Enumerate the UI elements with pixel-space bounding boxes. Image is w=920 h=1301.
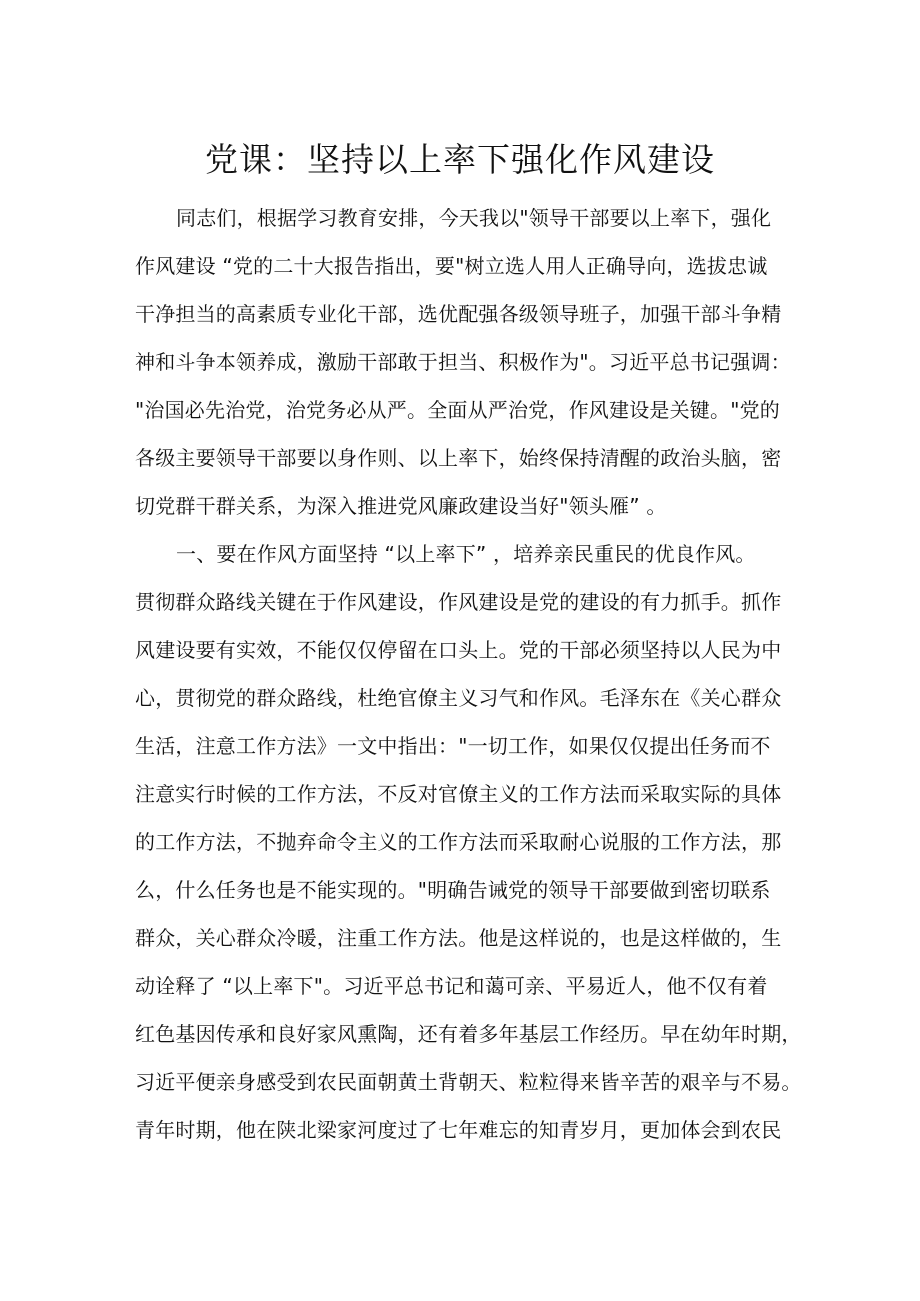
- paragraph-line: 切党群干群关系，为深入推进党风廉政建设当好"领头雁” 。: [135, 494, 667, 518]
- paragraph-line: 各级主要领导干部要以身作则、以上率下，始终保持清醒的政治头脑，密: [135, 446, 782, 470]
- paragraph-line: 群众，关心群众冷暖，注重工作方法。他是这样说的，也是这样做的，生: [135, 926, 782, 950]
- paragraph-line: 作风建设 “党的二十大报告指出，要"树立选人用人正确导向，选拔忠诚: [135, 254, 768, 278]
- paragraph-line: 红色基因传承和良好家风熏陶，还有着多年基层工作经历。早在幼年时期，: [135, 1022, 802, 1046]
- paragraph-line: 生活，注意工作方法》一文中指出："一切工作，如果仅仅提出任务而不: [135, 734, 771, 758]
- paragraph-line: "治国必先治党，治党务必从严。全面从严治党，作风建设是关键。"党的: [135, 398, 780, 422]
- section-heading: 一、要在作风方面坚持 “以上率下” ，培养亲民重民的优良作风。: [176, 542, 756, 566]
- paragraph-line: 风建设要有实效，不能仅仅停留在口头上。党的干部必须坚持以人民为中: [135, 638, 782, 662]
- paragraph-line: 的工作方法，不抛弃命令主义的工作方法而采取耐心说服的工作方法，那: [135, 830, 782, 854]
- paragraph-line: 同志们，根据学习教育安排，今天我以"领导干部要以上率下，强化: [176, 206, 772, 230]
- paragraph-line: 注意实行时候的工作方法，不反对官僚主义的工作方法而采取实际的具体: [135, 782, 782, 806]
- paragraph-line: 贯彻群众路线关键在于作风建设，作风建设是党的建设的有力抓手。抓作: [135, 590, 782, 614]
- paragraph-line: 么，什么任务也是不能实现的。"明确告诫党的领导干部要做到密切联系: [135, 878, 771, 902]
- document-title: 党课：坚持以上率下强化作风建设: [205, 140, 715, 179]
- paragraph-line: 习近平便亲身感受到农民面朝黄土背朝天、粒粒得来皆辛苦的艰辛与不易。: [135, 1070, 802, 1094]
- paragraph-line: 干净担当的高素质专业化干部，选优配强各级领导班子，加强干部斗争精: [135, 302, 782, 326]
- paragraph-line: 青年时期，他在陕北梁家河度过了七年难忘的知青岁月，更加体会到农民: [135, 1118, 782, 1142]
- paragraph-line: 动诠释了 “以上率下"。习近平总书记和蔼可亲、平易近人，他不仅有着: [135, 974, 768, 998]
- paragraph-line: 心，贯彻党的群众路线，杜绝官僚主义习气和作风。毛泽东在《关心群众: [135, 686, 782, 710]
- paragraph-line: 神和斗争本领养成，激励干部敢于担当、积极作为"。习近平总书记强调：: [135, 350, 791, 374]
